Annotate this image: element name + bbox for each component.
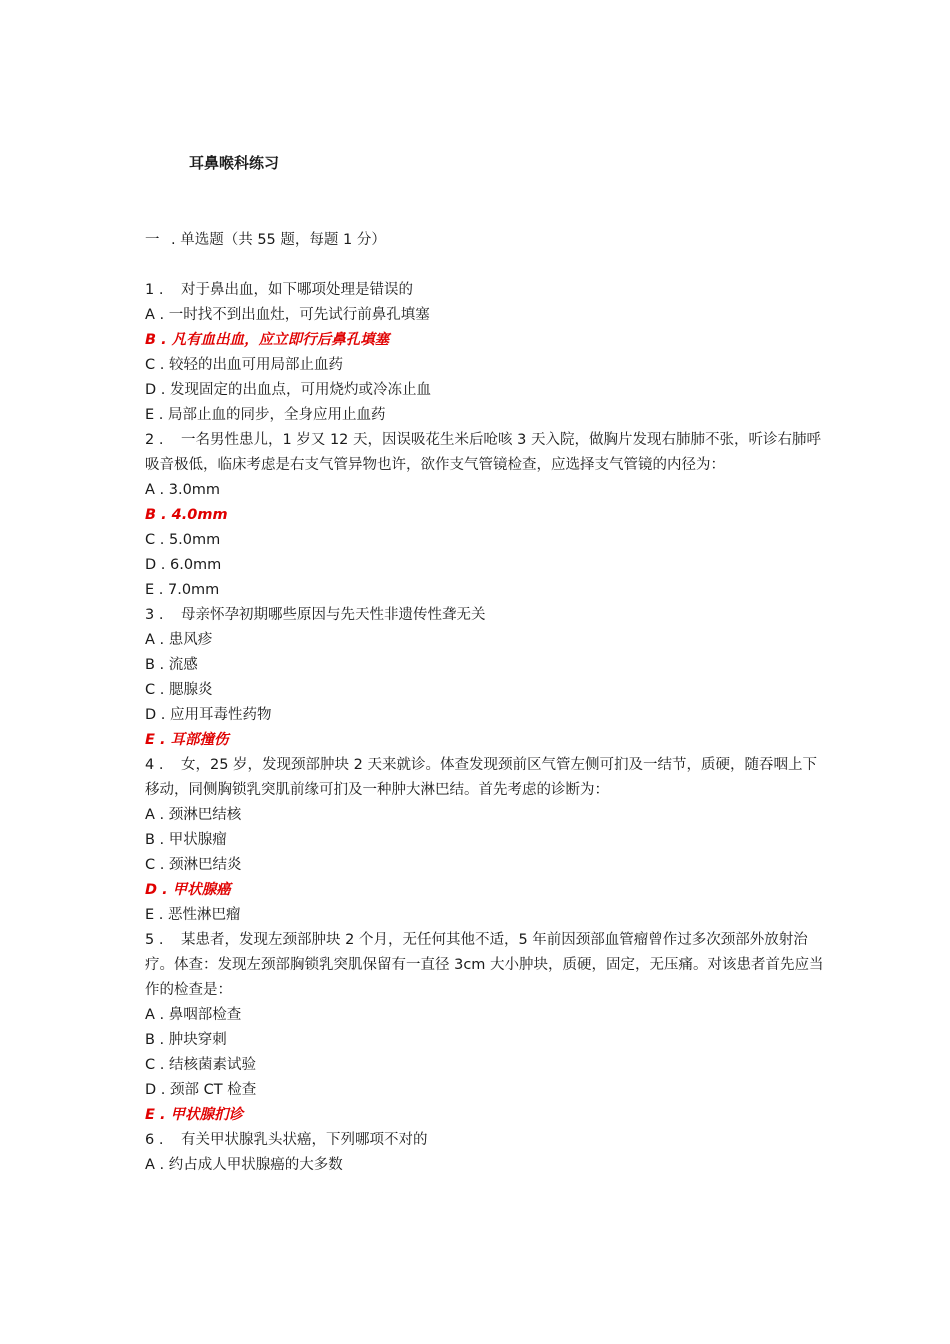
answer-option: B . 肿块穿刺 bbox=[145, 1032, 227, 1048]
answer-option: C . 颈淋巴结炎 bbox=[145, 857, 242, 873]
correct-answer-option: E . 耳部撞伤 bbox=[145, 732, 229, 748]
answer-option: C . 较轻的出血可用局部止血药 bbox=[145, 357, 343, 373]
answer-option: A . 约占成人甲状腺癌的大多数 bbox=[145, 1157, 343, 1173]
answer-option: D . 颈部 CT 检查 bbox=[145, 1082, 257, 1098]
answer-option: D . 6.0mm bbox=[145, 557, 222, 573]
answer-option: C . 5.0mm bbox=[145, 532, 221, 548]
section-heading bbox=[145, 229, 386, 251]
question-list bbox=[145, 278, 825, 1178]
section-number: 一 bbox=[145, 232, 160, 248]
question-number: 4 . bbox=[145, 757, 164, 773]
correct-answer-option: E . 甲状腺扪诊 bbox=[145, 1107, 244, 1123]
answer-option: A . 患风疹 bbox=[145, 632, 213, 648]
answer-option: A . 颈淋巴结核 bbox=[145, 807, 242, 823]
correct-answer-option: B . 4.0mm bbox=[145, 507, 228, 523]
section-label: . 单选题（共 55 题，每题 1 分） bbox=[171, 232, 386, 248]
document-title: 耳鼻喉科练习 bbox=[189, 154, 280, 172]
question-number: 6 . bbox=[145, 1132, 164, 1148]
question-number: 2 . bbox=[145, 432, 164, 448]
question-stem bbox=[145, 428, 825, 478]
question-text: 对于鼻出血，如下哪项处理是错误的 bbox=[181, 282, 413, 298]
answer-option: C . 结核菌素试验 bbox=[145, 1057, 256, 1073]
answer-option: B . 流感 bbox=[145, 657, 198, 673]
question-stem bbox=[145, 1128, 825, 1153]
question-text: 某患者，发现左颈部肿块 2 个月，无任何其他不适，5 年前因颈部血管瘤曾作过多次颈部外放射治疗。体查：发现左颈部胸锁乳突肌保留有一直径 3cm 大小肿块，质硬，固定，无压痛。对该患者首先应当作的检查是： bbox=[145, 932, 824, 998]
answer-option: A . 一时找不到出血灶，可先试行前鼻孔填塞 bbox=[145, 307, 430, 323]
answer-option: D . 应用耳毒性药物 bbox=[145, 707, 272, 723]
answer-option: A . 3.0mm bbox=[145, 482, 221, 498]
question-text: 一名男性患儿，1 岁又 12 天，因误吸花生米后呛咳 3 天入院，做胸片发现右肺肺不张，听诊右肺呼吸音极低，临床考虑是右支气管异物也许，欲作支气管镜检查，应选择支气管镜的内径为： bbox=[145, 432, 821, 473]
correct-answer-option: D . 甲状腺癌 bbox=[145, 882, 231, 898]
question-stem bbox=[145, 603, 825, 628]
question-number: 5 . bbox=[145, 932, 164, 948]
question-number: 3 . bbox=[145, 607, 164, 623]
question-text: 有关甲状腺乳头状癌，下列哪项不对的 bbox=[181, 1132, 428, 1148]
question-stem bbox=[145, 278, 825, 303]
correct-answer-option: B . 凡有血出血，应立即行后鼻孔填塞 bbox=[145, 332, 390, 348]
question-text: 母亲怀孕初期哪些原因与先天性非遗传性聋无关 bbox=[181, 607, 486, 623]
answer-option: A . 鼻咽部检查 bbox=[145, 1007, 242, 1023]
question-number: 1 . bbox=[145, 282, 164, 298]
answer-option: E . 局部止血的同步，全身应用止血药 bbox=[145, 407, 386, 423]
answer-option: E . 恶性淋巴瘤 bbox=[145, 907, 241, 923]
answer-option: D . 发现固定的出血点，可用烧灼或冷冻止血 bbox=[145, 382, 431, 398]
question-stem bbox=[145, 928, 825, 1003]
answer-option: B . 甲状腺瘤 bbox=[145, 832, 227, 848]
question-stem bbox=[145, 753, 825, 803]
question-text: 女，25 岁，发现颈部肿块 2 天来就诊。体查发现颈前区气管左侧可扪及一结节，质硬，随吞咽上下移动，同侧胸锁乳突肌前缘可扪及一种肿大淋巴结。首先考虑的诊断为： bbox=[145, 757, 817, 798]
answer-option: E . 7.0mm bbox=[145, 582, 220, 598]
answer-option: C . 腮腺炎 bbox=[145, 682, 213, 698]
